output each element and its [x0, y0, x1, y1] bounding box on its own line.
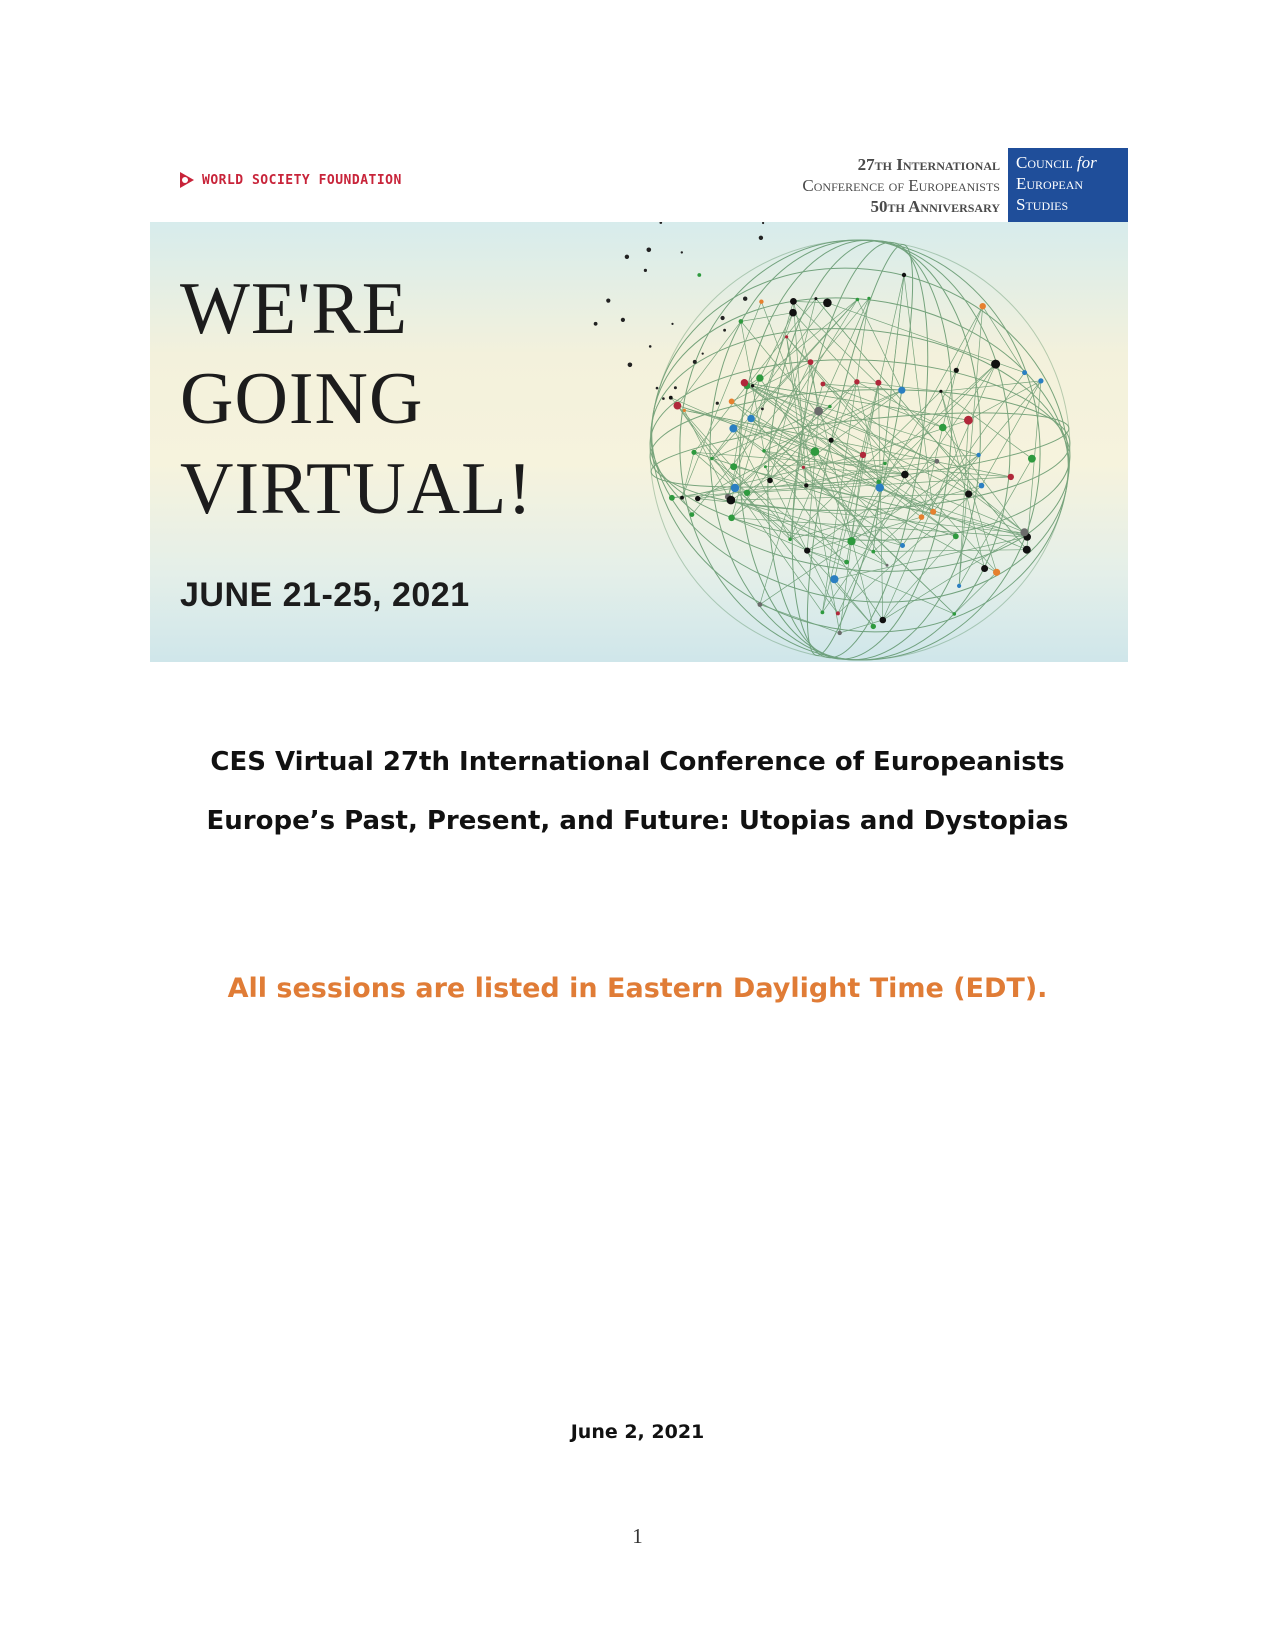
sky-dot	[743, 297, 747, 301]
globe-node	[836, 611, 840, 615]
sky-dot	[671, 323, 673, 325]
globe-node	[1008, 474, 1014, 480]
conference-anniversary-title	[802, 154, 1000, 217]
globe-node	[964, 416, 973, 425]
sky-dot	[606, 299, 610, 303]
globe-node	[802, 466, 805, 469]
globe-node	[1023, 546, 1031, 554]
sky-dot	[674, 386, 677, 389]
globe-node	[690, 512, 695, 517]
sky-dot	[761, 408, 764, 411]
globe-node	[808, 359, 814, 365]
conference-banner	[150, 148, 1128, 662]
world-society-foundation-logo	[178, 170, 402, 190]
globe-node	[729, 399, 735, 405]
globe-node	[680, 496, 684, 500]
sky-dot	[693, 360, 697, 364]
sky-dot	[656, 387, 659, 390]
globe-node	[821, 611, 825, 615]
headline-line-2: GOING	[180, 358, 424, 440]
globe-node	[953, 533, 959, 539]
globe-node	[669, 396, 673, 400]
network-globe-icon	[590, 222, 1128, 662]
timezone-notice: All sessions are listed in Eastern Daylight Time (EDT).	[227, 973, 1048, 1004]
globe-node	[669, 495, 675, 501]
conference-line-3: 50th Anniversary	[870, 197, 1000, 216]
globe-node	[871, 550, 875, 554]
globe-node	[828, 405, 832, 409]
council-european-studies-logo	[1008, 148, 1128, 222]
globe-node	[759, 300, 763, 304]
sky-dot	[721, 316, 725, 320]
globe-node	[674, 402, 682, 410]
globe-node	[930, 509, 936, 515]
globe-node	[847, 537, 855, 545]
sky-dot	[660, 222, 663, 224]
globe-node	[976, 453, 980, 457]
globe-node	[880, 617, 887, 624]
globe-node	[919, 514, 925, 520]
globe-node	[790, 298, 797, 305]
globe-node	[829, 438, 834, 443]
sky-dot	[681, 251, 683, 253]
banner-artwork	[150, 222, 1128, 662]
globe-node	[741, 379, 748, 386]
globe-node	[876, 483, 884, 491]
globe-node	[1028, 455, 1036, 463]
globe-node	[993, 569, 1000, 576]
globe-node	[935, 459, 940, 464]
page-number: 1	[632, 1524, 643, 1548]
globe-node	[939, 424, 947, 432]
sky-dot	[697, 273, 701, 277]
globe-node	[767, 478, 773, 484]
ces-line-1-italic: for	[1076, 153, 1097, 172]
globe-node	[871, 624, 876, 629]
document-subtitle: Europe’s Past, Present, and Future: Utopias and Dystopias	[206, 806, 1069, 836]
globe-node	[739, 319, 744, 324]
globe-node	[875, 380, 881, 386]
headline-line-3: VIRTUAL!	[180, 448, 533, 530]
globe-node	[965, 490, 972, 497]
globe-node	[1020, 528, 1028, 536]
sky-dot	[594, 322, 598, 326]
globe-node	[785, 335, 788, 338]
globe-node	[756, 374, 763, 381]
globe-node	[981, 565, 988, 572]
globe-node	[814, 407, 823, 416]
globe-node	[821, 382, 826, 387]
globe-node	[762, 449, 766, 453]
globe-node	[804, 548, 810, 554]
conference-line-1: 27th International	[857, 155, 1000, 174]
globe-node	[751, 384, 754, 387]
globe-node	[902, 273, 906, 277]
globe-node	[953, 612, 957, 616]
globe-node	[854, 379, 859, 384]
globe-node	[954, 368, 959, 373]
globe-node	[691, 450, 696, 455]
globe-node	[744, 490, 750, 496]
globe-node	[867, 297, 870, 300]
sky-dot	[762, 222, 764, 224]
globe-node	[979, 483, 985, 489]
globe-node	[683, 409, 686, 412]
globe-node	[991, 360, 1000, 369]
globe-node	[730, 463, 737, 470]
globe-node	[814, 297, 817, 300]
sky-dot	[759, 236, 763, 240]
globe-node	[695, 496, 700, 501]
wsf-logo-icon	[178, 170, 196, 190]
globe-node	[710, 457, 713, 460]
globe-node	[838, 631, 842, 635]
globe-node	[900, 543, 905, 548]
globe-node	[728, 515, 735, 522]
globe-node	[1038, 378, 1043, 383]
sky-dot	[702, 353, 704, 355]
globe-node	[939, 390, 942, 393]
globe-node	[957, 584, 961, 588]
globe-node	[830, 575, 838, 583]
sky-dot	[644, 269, 647, 272]
ces-line-3: Studies	[1016, 195, 1069, 214]
globe-node	[758, 602, 763, 607]
banner-header	[150, 148, 1128, 222]
globe-node	[844, 560, 849, 565]
globe-node	[764, 465, 767, 468]
globe-node	[804, 483, 808, 487]
sky-dot	[621, 318, 625, 322]
globe-node	[860, 452, 866, 458]
globe-node	[823, 299, 832, 308]
ces-line-2: European	[1016, 174, 1084, 193]
globe-node	[886, 564, 889, 567]
globe-node	[729, 425, 737, 433]
sky-dot	[723, 329, 726, 332]
globe-node	[811, 447, 820, 456]
sky-dot	[716, 402, 719, 405]
sky-dot	[647, 248, 652, 253]
document-date: June 2, 2021	[570, 1421, 705, 1443]
sky-dot	[625, 255, 629, 259]
globe-node	[747, 415, 755, 423]
globe-node	[731, 484, 739, 492]
sky-dot	[662, 397, 665, 400]
document-title: CES Virtual 27th International Conference of Europeanists	[210, 747, 1065, 777]
sky-dot	[628, 363, 633, 368]
globe-node	[980, 303, 986, 309]
ces-line-1: Council	[1016, 153, 1073, 172]
banner-headline	[180, 264, 533, 534]
globe-node	[856, 298, 860, 302]
wsf-logo-text: WORLD SOCIETY FOUNDATION	[202, 172, 402, 188]
globe-node	[883, 462, 887, 466]
globe-node	[876, 479, 881, 484]
globe-node	[789, 309, 797, 317]
globe-node	[727, 496, 736, 505]
globe-node	[898, 387, 905, 394]
globe-node	[901, 471, 909, 479]
headline-line-1: WE'RE	[180, 268, 408, 350]
conference-line-2: Conference of Europeanists	[802, 176, 1000, 195]
conference-dates: JUNE 21-25, 2021	[180, 576, 470, 614]
sky-dot	[649, 345, 652, 348]
globe-node	[788, 538, 792, 542]
globe-node	[1022, 370, 1027, 375]
